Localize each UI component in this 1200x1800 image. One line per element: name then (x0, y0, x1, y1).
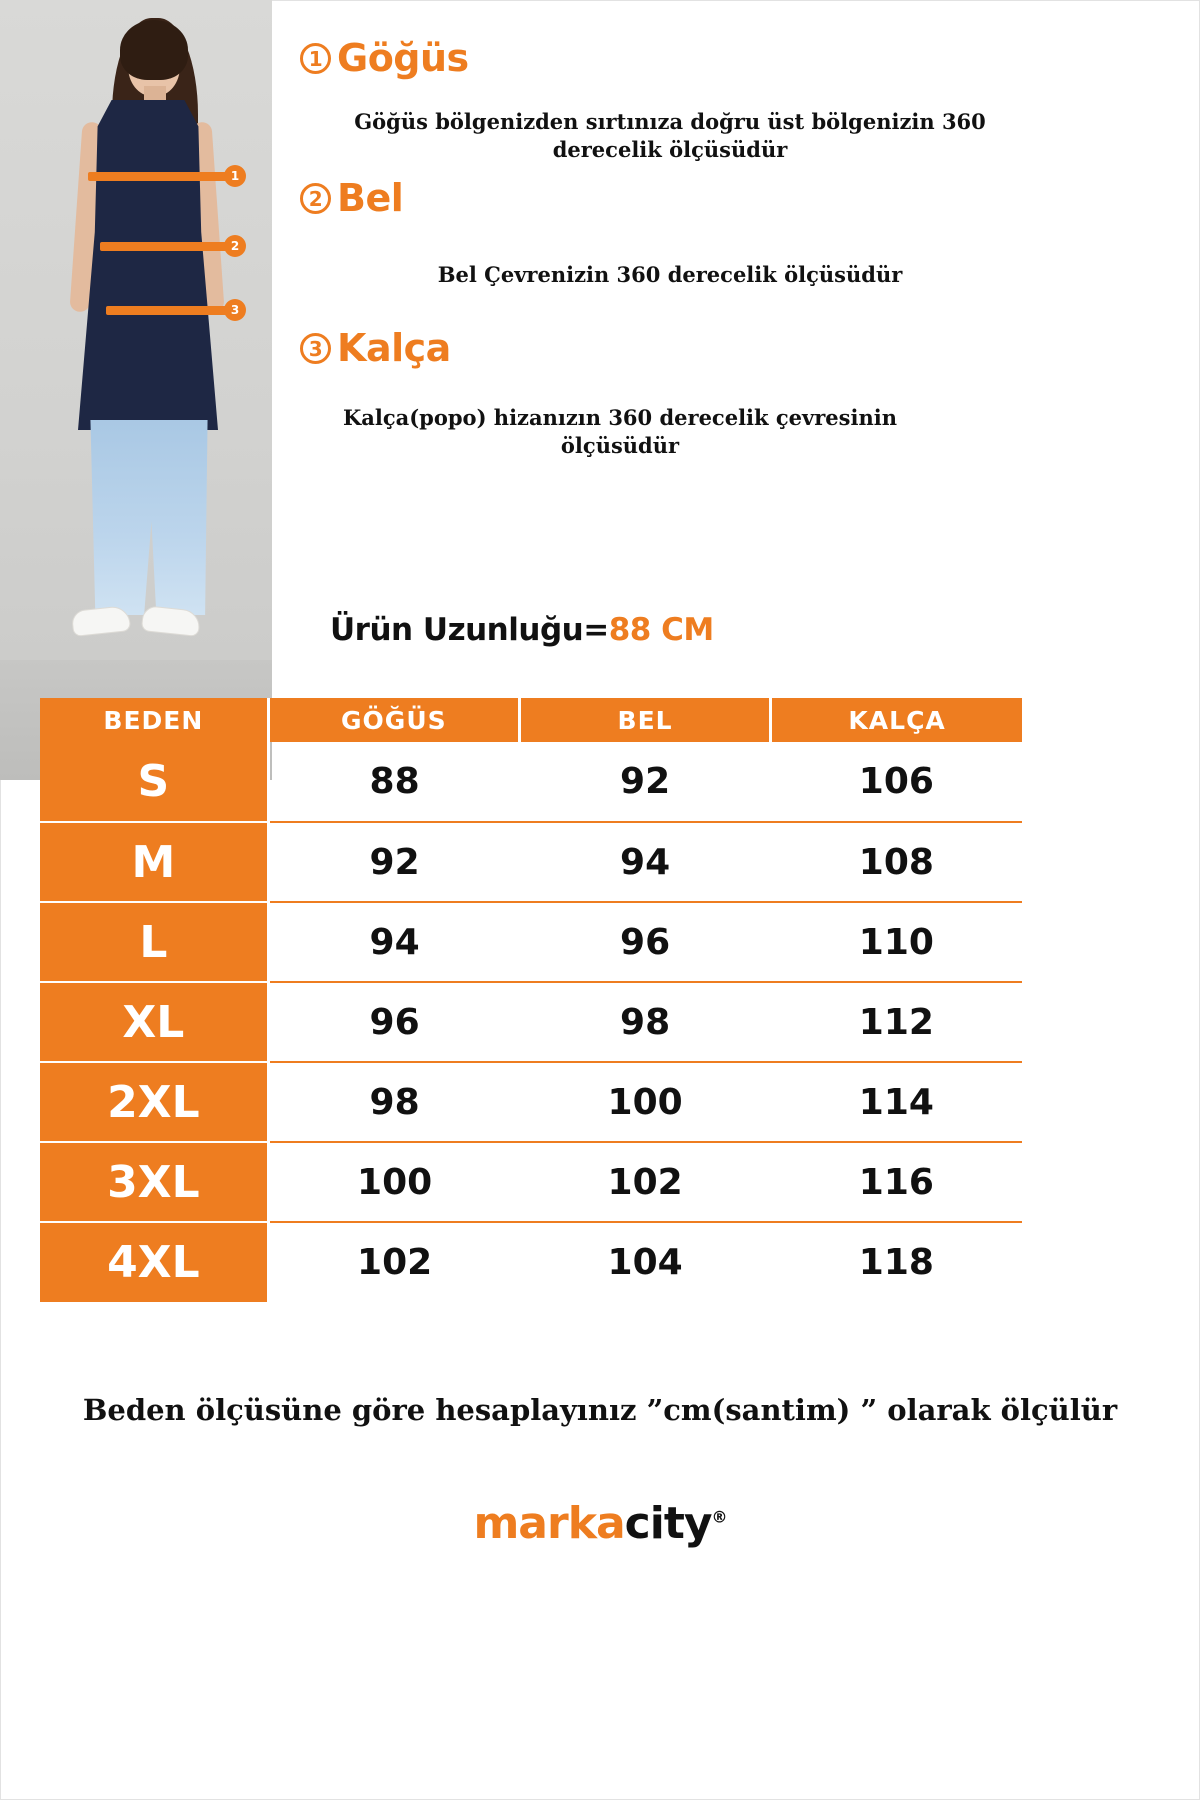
model-jeans (88, 420, 210, 615)
brand-registered-mark: ® (711, 1507, 727, 1527)
cell-gogus: 88 (268, 742, 519, 822)
brand-part-marka: marka (473, 1498, 625, 1549)
cell-bel: 92 (519, 742, 770, 822)
measure-badge-bust: 1 (224, 165, 246, 187)
table-header-row (40, 698, 1022, 742)
size-table-wrapper (40, 698, 1022, 1302)
cell-kalca: 116 (771, 1142, 1022, 1222)
table-row (40, 902, 1022, 982)
product-length (330, 612, 714, 648)
table-row (40, 742, 1022, 822)
table-row (40, 1222, 1022, 1302)
table-row (40, 982, 1022, 1062)
section-number-1: 1 (300, 43, 331, 74)
product-length-label: Ürün Uzunluğu= (330, 612, 609, 648)
cell-gogus: 96 (268, 982, 519, 1062)
cell-size: S (40, 742, 268, 822)
header-bel: BEL (519, 698, 770, 742)
cell-size: 3XL (40, 1142, 268, 1222)
size-table (40, 698, 1022, 1302)
model-dress (78, 100, 218, 430)
cell-size: 2XL (40, 1062, 268, 1142)
table-row (40, 1062, 1022, 1142)
section-label-3: Kalça (337, 326, 451, 370)
cell-bel: 94 (519, 822, 770, 902)
measure-line-hip (106, 306, 236, 315)
section-title-hip (300, 326, 451, 370)
footer-note: Beden ölçüsüne göre hesaplayınız ”cm(santim) ” olarak ölçülür (82, 1393, 1118, 1427)
cell-gogus: 100 (268, 1142, 519, 1222)
section-desc-hip: Kalça(popo) hizanızın 360 derecelik çevresinin ölçüsüdür (343, 405, 897, 459)
cell-gogus: 94 (268, 902, 519, 982)
cell-bel: 98 (519, 982, 770, 1062)
cell-kalca: 110 (771, 902, 1022, 982)
section-label-1: Göğüs (337, 36, 469, 80)
cell-size: L (40, 902, 268, 982)
cell-kalca: 114 (771, 1062, 1022, 1142)
cell-size: 4XL (40, 1222, 268, 1302)
header-beden: BEDEN (40, 698, 268, 742)
top-section (0, 0, 1200, 780)
cell-kalca: 108 (771, 822, 1022, 902)
section-title-waist (300, 176, 403, 220)
product-length-value: 88 CM (608, 612, 714, 648)
measure-badge-waist: 2 (224, 235, 246, 257)
model-shoe-left (71, 605, 131, 637)
section-number-3: 3 (300, 333, 331, 364)
table-row (40, 1142, 1022, 1222)
section-desc-waist: Bel Çevrenizin 360 derecelik ölçüsüdür (437, 262, 903, 287)
header-kalca: KALÇA (771, 698, 1022, 742)
cell-gogus: 98 (268, 1062, 519, 1142)
section-label-2: Bel (337, 176, 404, 220)
table-row (40, 822, 1022, 902)
cell-kalca: 106 (771, 742, 1022, 822)
measurement-guide (290, 0, 1190, 780)
brand-part-city: city (624, 1498, 712, 1549)
section-number-2: 2 (300, 183, 331, 214)
cell-size: XL (40, 982, 268, 1062)
cell-bel: 100 (519, 1062, 770, 1142)
model-hair-front (120, 20, 188, 80)
cell-bel: 104 (607, 1242, 683, 1283)
section-title-bust (300, 36, 469, 80)
cell-bel: 102 (519, 1142, 770, 1222)
header-gogus: GÖĞÜS (268, 698, 519, 742)
cell-gogus: 102 (357, 1242, 433, 1283)
model-photo (0, 0, 272, 780)
section-desc-bust: Göğüs bölgenizden sırtınıza doğru üst bölgenizin 360 derecelik ölçüsüdür (354, 109, 986, 163)
cell-kalca: 118 (858, 1242, 934, 1283)
cell-bel: 96 (519, 902, 770, 982)
measure-line-bust (88, 172, 236, 181)
brand-logo (0, 1498, 1200, 1549)
measure-line-waist (100, 242, 236, 251)
cell-kalca: 112 (771, 982, 1022, 1062)
measure-badge-hip: 3 (224, 299, 246, 321)
cell-size: M (40, 822, 268, 902)
cell-gogus: 92 (268, 822, 519, 902)
